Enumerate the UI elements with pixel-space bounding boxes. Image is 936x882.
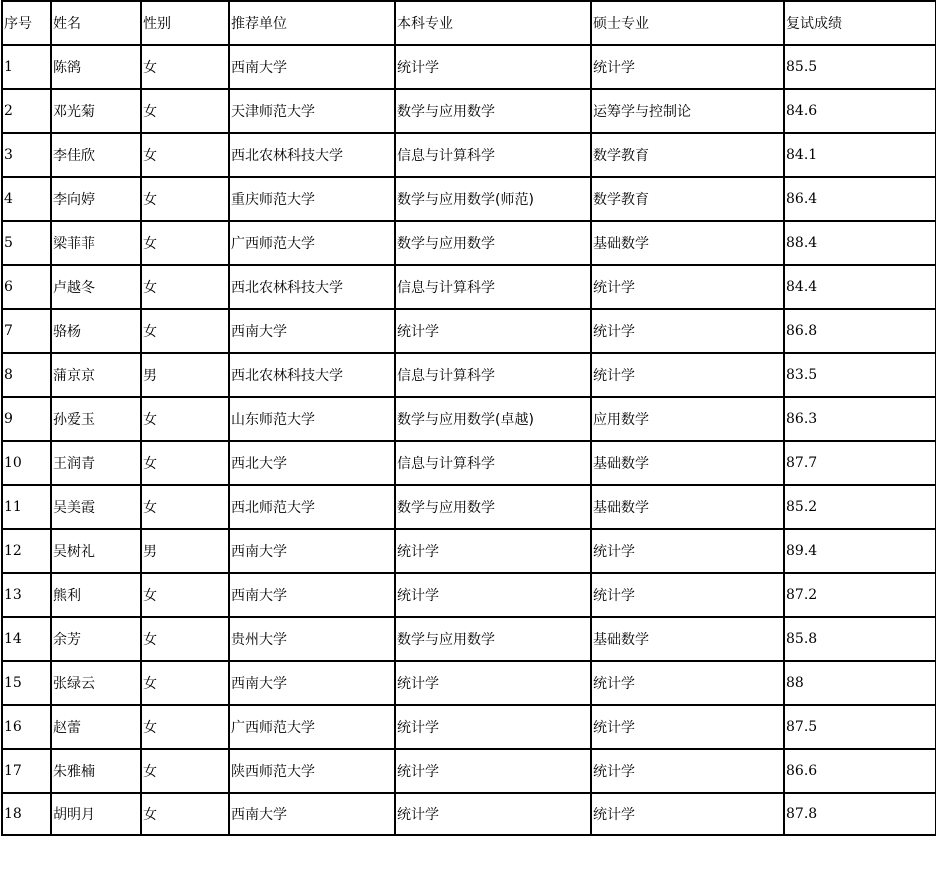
cell-undergrad-major: 信息与计算科学 <box>395 265 591 309</box>
cell-gender: 女 <box>141 617 229 661</box>
cell-name: 邓光菊 <box>51 89 141 133</box>
cell-masters-major: 统计学 <box>591 793 784 835</box>
admission-results-table <box>1 0 936 836</box>
cell-index: 6 <box>2 265 51 309</box>
header-name: 姓名 <box>51 1 141 45</box>
cell-undergrad-major: 统计学 <box>395 793 591 835</box>
cell-masters-major: 应用数学 <box>591 397 784 441</box>
cell-gender: 女 <box>141 485 229 529</box>
cell-undergrad-major: 统计学 <box>395 749 591 793</box>
cell-recommending-unit: 天津师范大学 <box>229 89 395 133</box>
cell-undergrad-major: 统计学 <box>395 309 591 353</box>
cell-masters-major: 基础数学 <box>591 441 784 485</box>
cell-retest-score: 85.8 <box>784 617 936 661</box>
cell-recommending-unit: 西北大学 <box>229 441 395 485</box>
header-recommending-unit: 推荐单位 <box>229 1 395 45</box>
cell-retest-score: 87.5 <box>784 705 936 749</box>
cell-undergrad-major: 信息与计算科学 <box>395 353 591 397</box>
header-gender: 性别 <box>141 1 229 45</box>
cell-retest-score: 86.3 <box>784 397 936 441</box>
cell-undergrad-major: 统计学 <box>395 705 591 749</box>
cell-undergrad-major: 统计学 <box>395 573 591 617</box>
cell-index: 4 <box>2 177 51 221</box>
cell-index: 2 <box>2 89 51 133</box>
cell-undergrad-major: 数学与应用数学(卓越) <box>395 397 591 441</box>
cell-retest-score: 88.4 <box>784 221 936 265</box>
cell-name: 吴美霞 <box>51 485 141 529</box>
cell-undergrad-major: 统计学 <box>395 529 591 573</box>
cell-gender: 女 <box>141 45 229 89</box>
cell-index: 15 <box>2 661 51 705</box>
cell-recommending-unit: 广西师范大学 <box>229 221 395 265</box>
cell-gender: 女 <box>141 705 229 749</box>
table-row <box>2 133 936 177</box>
cell-index: 8 <box>2 353 51 397</box>
cell-masters-major: 统计学 <box>591 265 784 309</box>
cell-name: 余芳 <box>51 617 141 661</box>
header-masters-major: 硕士专业 <box>591 1 784 45</box>
cell-masters-major: 数学教育 <box>591 133 784 177</box>
cell-retest-score: 87.2 <box>784 573 936 617</box>
cell-index: 18 <box>2 793 51 835</box>
table-row <box>2 573 936 617</box>
cell-undergrad-major: 数学与应用数学(师范) <box>395 177 591 221</box>
cell-gender: 女 <box>141 397 229 441</box>
cell-retest-score: 86.8 <box>784 309 936 353</box>
header-index: 序号 <box>2 1 51 45</box>
cell-recommending-unit: 西南大学 <box>229 529 395 573</box>
table-row <box>2 45 936 89</box>
cell-masters-major: 基础数学 <box>591 485 784 529</box>
cell-name: 朱雅楠 <box>51 749 141 793</box>
cell-name: 骆杨 <box>51 309 141 353</box>
cell-masters-major: 基础数学 <box>591 617 784 661</box>
cell-recommending-unit: 广西师范大学 <box>229 705 395 749</box>
table-row <box>2 529 936 573</box>
cell-masters-major: 运筹学与控制论 <box>591 89 784 133</box>
cell-undergrad-major: 数学与应用数学 <box>395 617 591 661</box>
cell-recommending-unit: 重庆师范大学 <box>229 177 395 221</box>
cell-recommending-unit: 山东师范大学 <box>229 397 395 441</box>
cell-name: 李佳欣 <box>51 133 141 177</box>
cell-name: 吴树礼 <box>51 529 141 573</box>
cell-masters-major: 统计学 <box>591 661 784 705</box>
cell-retest-score: 87.7 <box>784 441 936 485</box>
cell-masters-major: 统计学 <box>591 573 784 617</box>
cell-gender: 女 <box>141 133 229 177</box>
table-row <box>2 309 936 353</box>
cell-undergrad-major: 数学与应用数学 <box>395 89 591 133</box>
table-row <box>2 177 936 221</box>
cell-recommending-unit: 西北农林科技大学 <box>229 265 395 309</box>
cell-index: 5 <box>2 221 51 265</box>
cell-name: 梁菲菲 <box>51 221 141 265</box>
cell-retest-score: 85.5 <box>784 45 936 89</box>
cell-undergrad-major: 统计学 <box>395 661 591 705</box>
cell-index: 16 <box>2 705 51 749</box>
cell-gender: 女 <box>141 177 229 221</box>
cell-masters-major: 基础数学 <box>591 221 784 265</box>
cell-retest-score: 89.4 <box>784 529 936 573</box>
cell-index: 9 <box>2 397 51 441</box>
cell-undergrad-major: 数学与应用数学 <box>395 221 591 265</box>
cell-name: 赵蕾 <box>51 705 141 749</box>
cell-gender: 男 <box>141 529 229 573</box>
cell-index: 14 <box>2 617 51 661</box>
cell-name: 卢越冬 <box>51 265 141 309</box>
cell-index: 3 <box>2 133 51 177</box>
table-row <box>2 221 936 265</box>
table-row <box>2 397 936 441</box>
cell-retest-score: 85.2 <box>784 485 936 529</box>
cell-recommending-unit: 陕西师范大学 <box>229 749 395 793</box>
header-retest-score: 复试成绩 <box>784 1 936 45</box>
cell-gender: 女 <box>141 793 229 835</box>
cell-undergrad-major: 信息与计算科学 <box>395 133 591 177</box>
cell-gender: 女 <box>141 441 229 485</box>
cell-recommending-unit: 西北师范大学 <box>229 485 395 529</box>
cell-index: 1 <box>2 45 51 89</box>
cell-retest-score: 84.4 <box>784 265 936 309</box>
cell-masters-major: 统计学 <box>591 705 784 749</box>
cell-masters-major: 统计学 <box>591 45 784 89</box>
cell-name: 王润青 <box>51 441 141 485</box>
cell-name: 李向婷 <box>51 177 141 221</box>
cell-recommending-unit: 贵州大学 <box>229 617 395 661</box>
cell-index: 17 <box>2 749 51 793</box>
cell-recommending-unit: 西北农林科技大学 <box>229 353 395 397</box>
table-row <box>2 793 936 835</box>
header-row <box>2 1 936 45</box>
cell-recommending-unit: 西南大学 <box>229 573 395 617</box>
cell-recommending-unit: 西南大学 <box>229 309 395 353</box>
table-row <box>2 265 936 309</box>
table-row <box>2 353 936 397</box>
cell-retest-score: 86.4 <box>784 177 936 221</box>
cell-name: 张绿云 <box>51 661 141 705</box>
cell-gender: 女 <box>141 221 229 265</box>
cell-undergrad-major: 统计学 <box>395 45 591 89</box>
cell-retest-score: 88 <box>784 661 936 705</box>
cell-gender: 女 <box>141 573 229 617</box>
table-row <box>2 749 936 793</box>
cell-masters-major: 数学教育 <box>591 177 784 221</box>
cell-recommending-unit: 西南大学 <box>229 661 395 705</box>
table-row <box>2 705 936 749</box>
cell-retest-score: 86.6 <box>784 749 936 793</box>
cell-masters-major: 统计学 <box>591 749 784 793</box>
cell-index: 13 <box>2 573 51 617</box>
cell-retest-score: 87.8 <box>784 793 936 835</box>
cell-name: 熊利 <box>51 573 141 617</box>
table-row <box>2 441 936 485</box>
table-row <box>2 89 936 133</box>
cell-name: 胡明月 <box>51 793 141 835</box>
cell-gender: 女 <box>141 661 229 705</box>
cell-masters-major: 统计学 <box>591 529 784 573</box>
cell-name: 蒲京京 <box>51 353 141 397</box>
table-row <box>2 661 936 705</box>
cell-gender: 男 <box>141 353 229 397</box>
cell-recommending-unit: 西南大学 <box>229 793 395 835</box>
table-row <box>2 485 936 529</box>
cell-recommending-unit: 西北农林科技大学 <box>229 133 395 177</box>
cell-retest-score: 84.1 <box>784 133 936 177</box>
cell-masters-major: 统计学 <box>591 309 784 353</box>
cell-undergrad-major: 数学与应用数学 <box>395 485 591 529</box>
cell-gender: 女 <box>141 309 229 353</box>
cell-recommending-unit: 西南大学 <box>229 45 395 89</box>
header-undergrad-major: 本科专业 <box>395 1 591 45</box>
cell-index: 12 <box>2 529 51 573</box>
cell-index: 11 <box>2 485 51 529</box>
cell-retest-score: 83.5 <box>784 353 936 397</box>
cell-retest-score: 84.6 <box>784 89 936 133</box>
cell-masters-major: 统计学 <box>591 353 784 397</box>
cell-gender: 女 <box>141 749 229 793</box>
cell-index: 10 <box>2 441 51 485</box>
table-row <box>2 617 936 661</box>
cell-gender: 女 <box>141 265 229 309</box>
cell-index: 7 <box>2 309 51 353</box>
cell-name: 陈鹆 <box>51 45 141 89</box>
cell-name: 孙爱玉 <box>51 397 141 441</box>
cell-undergrad-major: 信息与计算科学 <box>395 441 591 485</box>
cell-gender: 女 <box>141 89 229 133</box>
